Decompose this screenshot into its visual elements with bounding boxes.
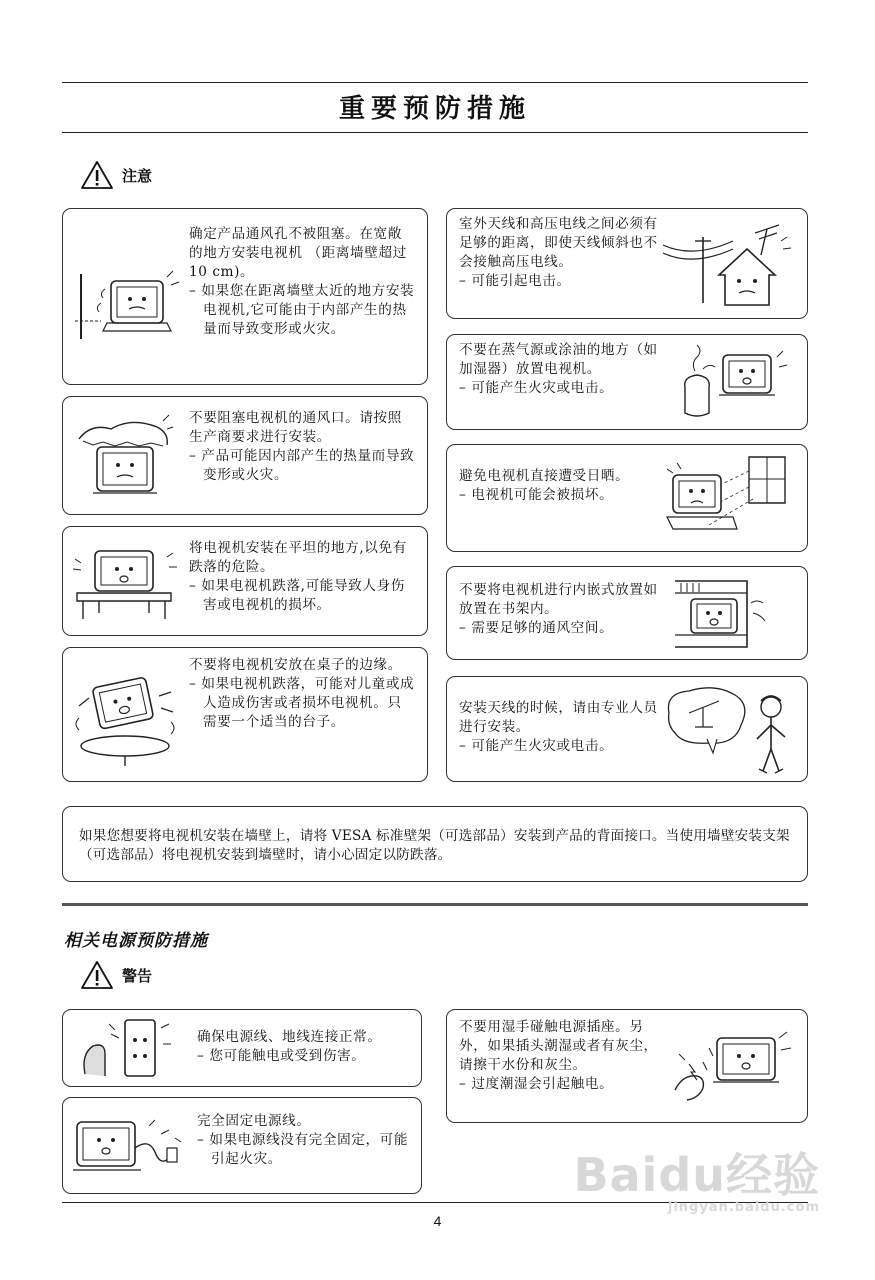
card-ventilation-dash: – 如果您在距离墙壁太近的地方安装电视机,它可能由于内部产生的热量而导致变形或火灾。 xyxy=(189,283,415,337)
page-number: 4 xyxy=(433,1213,442,1229)
power-section-title: 相关电源预防措施 xyxy=(64,931,208,951)
card-secure-cord-main: 完全固定电源线。 xyxy=(197,1113,311,1129)
card-ventilation-text xyxy=(189,225,415,339)
card-table-edge-text xyxy=(189,656,415,732)
card-ground-text xyxy=(197,1028,413,1066)
card-sunlight-dash: – 电视机可能会被损坏。 xyxy=(459,487,614,503)
bookshelf-illustration xyxy=(671,573,791,655)
house-antenna-illustration xyxy=(663,219,793,311)
card-ventilation xyxy=(62,208,428,385)
card-antenna-install-text xyxy=(459,699,659,756)
card-steam xyxy=(446,334,808,430)
card-ground-dash: – 您可能触电或受到伤害。 xyxy=(197,1048,366,1064)
card-antenna-install-main: 安装天线的时候，请由专业人员进行安装。 xyxy=(459,700,658,735)
card-built-in-dash: – 需要足够的通风空间。 xyxy=(459,620,614,636)
card-table-edge xyxy=(62,647,428,782)
card-steam-text xyxy=(459,341,659,398)
card-wet-hands-main: 不要用湿手碰触电源插座。另外，如果插头潮湿或者有灰尘，请擦干水份和灰尘。 xyxy=(459,1019,658,1073)
card-ventilation-main: 确定产品通风孔不被阻塞。在宽敞的地方安装电视机 （距离墙壁超过 10 cm)。 xyxy=(189,226,407,280)
card-steam-dash: – 可能产生火灾或电击。 xyxy=(459,380,614,396)
warning-label-text: 警告 xyxy=(122,966,153,985)
card-antenna-install-dash: – 可能产生火灾或电击。 xyxy=(459,738,614,754)
card-table-edge-dash: – 如果电视机跌落，可能对儿童或成人造成伤害或者损坏电视机。只需要一个适当的台子。 xyxy=(189,676,415,730)
wet-hand-shock-illustration xyxy=(669,1024,797,1110)
wall-mount-note-text: 如果您想要将电视机安装在墙壁上，请将 VESA 标准壁架（可选部品）安装到产品的背面接口。当使用墙壁安装支架（可选部品）将电视机安装到墙壁时，请小心固定以防跌落。 xyxy=(79,828,790,863)
tv-on-stand-illustration xyxy=(69,539,179,625)
card-flat-surface-main: 将电视机安装在平坦的地方,以免有跌落的危险。 xyxy=(189,540,407,575)
card-antenna-lines xyxy=(446,208,808,319)
watermark-url: jingyan.baidu.com xyxy=(667,1200,820,1215)
card-antenna-lines-main: 室外天线和高压电线之间必须有足够的距离，即使天线倾斜也不会接触高压电线。 xyxy=(459,216,658,270)
title-rule xyxy=(62,132,808,133)
card-flat-surface-dash: – 如果电视机跌落,可能导致人身伤害或电视机的损坏。 xyxy=(189,578,405,613)
card-sunlight xyxy=(446,444,808,552)
caution-label xyxy=(80,160,152,190)
tv-near-wall-illustration xyxy=(71,259,181,349)
card-wet-hands xyxy=(446,1009,808,1123)
card-built-in xyxy=(446,566,808,660)
warning-label xyxy=(80,960,152,990)
card-ground xyxy=(62,1009,422,1087)
section-divider xyxy=(62,903,808,906)
page-title: 重要预防措施 xyxy=(338,94,531,124)
tv-cord-illustration xyxy=(71,1108,187,1188)
card-secure-cord-dash: – 如果电源线没有完全固定，可能引起火灾。 xyxy=(197,1132,409,1167)
wall-mount-note-box xyxy=(62,806,808,882)
card-blocked-vent-dash: – 产品可能因内部产生的热量而导致变形或火灾。 xyxy=(189,448,415,483)
card-table-edge-main: 不要将电视机安放在桌子的边缘。 xyxy=(189,657,402,673)
card-antenna-lines-text xyxy=(459,215,661,291)
card-built-in-main: 不要将电视机进行内嵌式放置如放置在书架内。 xyxy=(459,582,658,617)
card-blocked-vent-main: 不要阻塞电视机的通风口。请按照生产商要求进行安装。 xyxy=(189,410,402,445)
card-steam-main: 不要在蒸气源或涂油的地方（如加湿器）放置电视机。 xyxy=(459,342,658,377)
card-sunlight-text xyxy=(459,467,659,505)
warning-triangle-icon xyxy=(80,160,114,190)
warning-triangle-icon xyxy=(80,960,114,990)
card-wet-hands-dash: – 过度潮湿会引起触电。 xyxy=(459,1076,614,1092)
watermark xyxy=(573,1150,820,1215)
card-secure-cord-text xyxy=(197,1112,413,1169)
card-ground-main: 确保电源线、地线连接正常。 xyxy=(197,1029,382,1045)
sun-window-illustration xyxy=(663,451,793,543)
card-antenna-lines-dash: – 可能引起电击。 xyxy=(459,273,571,289)
technician-illustration xyxy=(659,683,799,779)
card-sunlight-main: 避免电视机直接遭受日晒。 xyxy=(459,468,630,484)
card-antenna-install xyxy=(446,676,808,782)
card-blocked-vent xyxy=(62,396,428,515)
plug-outlet-illustration xyxy=(71,1014,181,1084)
card-flat-surface xyxy=(62,526,428,636)
card-blocked-vent-text xyxy=(189,409,415,485)
humidifier-illustration xyxy=(671,343,795,425)
tv-covered-vent-illustration xyxy=(71,411,175,503)
tv-falling-illustration xyxy=(69,668,179,768)
card-built-in-text xyxy=(459,581,669,638)
top-rule xyxy=(62,82,808,83)
card-secure-cord xyxy=(62,1097,422,1194)
caution-label-text: 注意 xyxy=(122,166,153,185)
card-flat-surface-text xyxy=(189,539,415,615)
watermark-brand: Baidu经验 xyxy=(573,1148,820,1202)
card-wet-hands-text xyxy=(459,1018,663,1094)
